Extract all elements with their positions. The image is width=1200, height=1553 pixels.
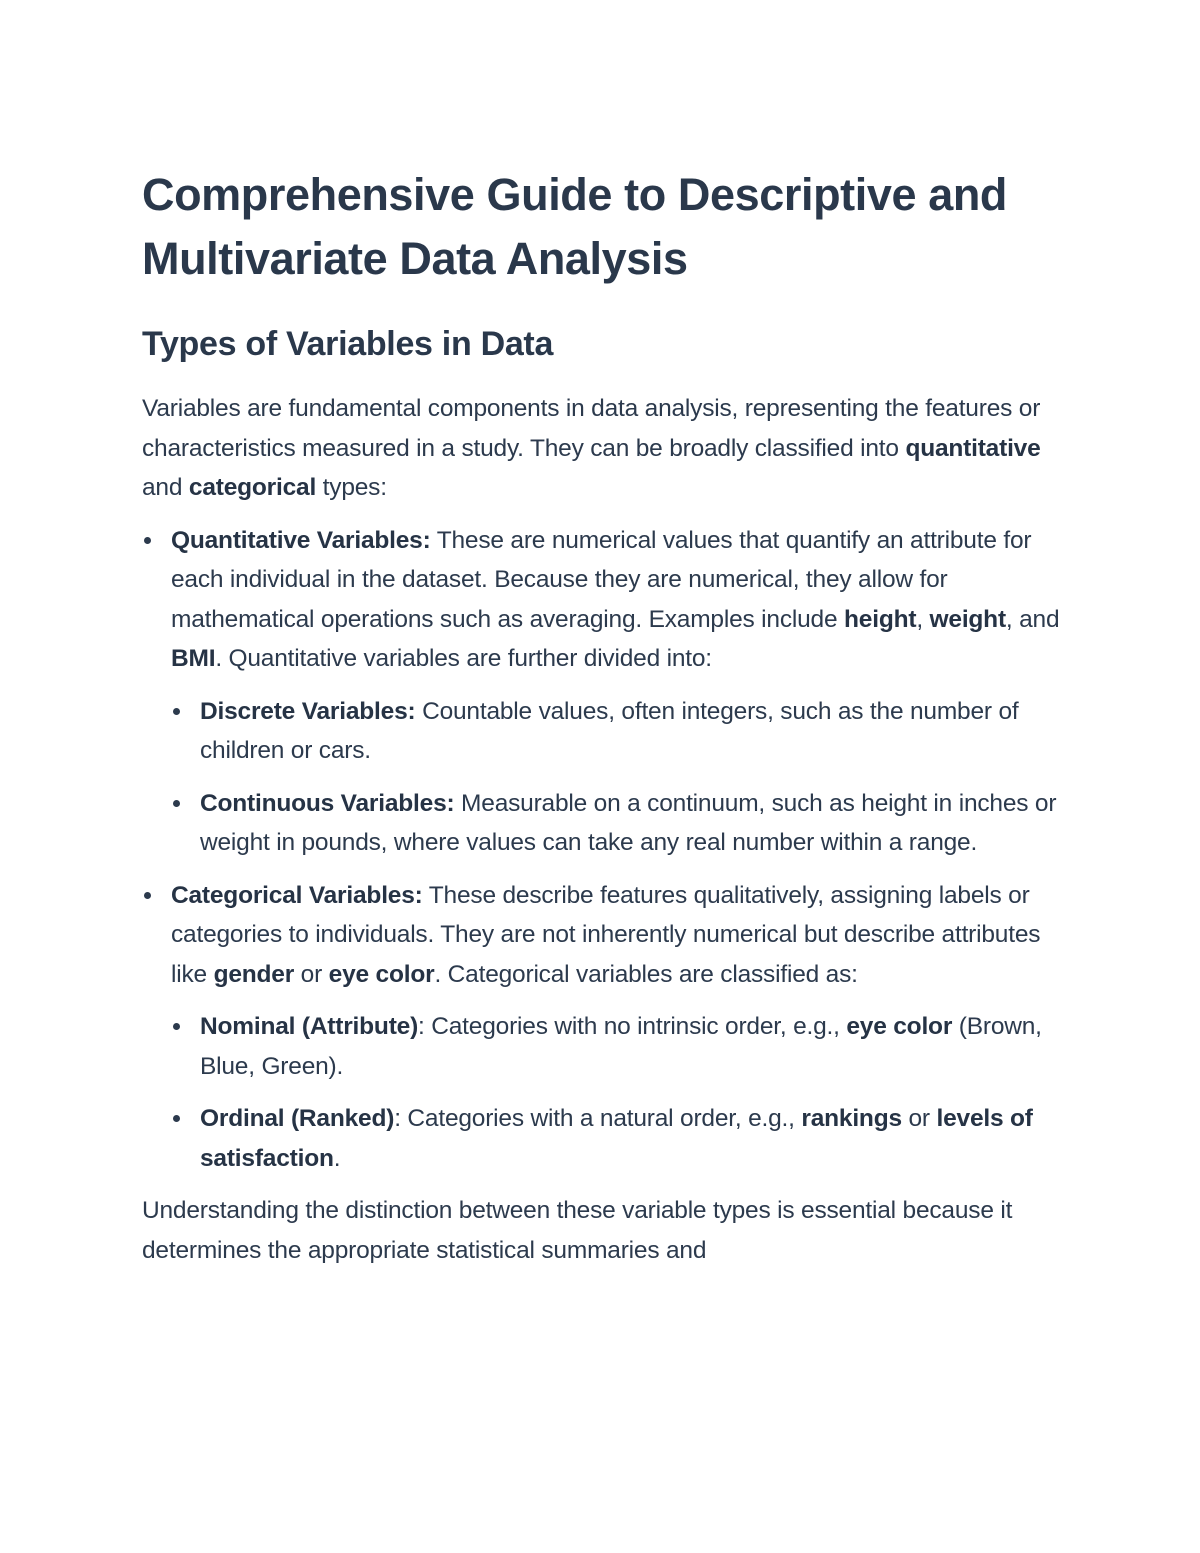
bullet-icon xyxy=(144,537,151,544)
term-levels-of-satisfaction: levels of satisfaction xyxy=(200,1105,1033,1172)
list-item-label: Continuous Variables: xyxy=(200,789,455,817)
list-item-text: These are numerical values that quantify an attribute for each individual in the dataset. Because they are numerical, they allow for mathematical operations such as averaging. Examples include xyxy=(171,526,1032,633)
sublist-item-nominal xyxy=(171,1007,1062,1086)
list-item-text: . Categorical variables are classified as: xyxy=(434,960,858,988)
list-item-text: Countable values, often integers, such as the number of children or cars. xyxy=(200,697,1019,764)
intro-text: Variables are fundamental components in data analysis, representing the features or characteristics measured in a study. They can be broadly classified into xyxy=(142,395,1041,462)
sublist-item-continuous xyxy=(171,784,1062,863)
quantitative-sublist xyxy=(171,692,1062,863)
term-categorical: categorical xyxy=(188,474,317,501)
closing-paragraph: Understanding the distinction between these variable types is essential because it determines the appropriate statistical summaries and xyxy=(142,1197,1013,1264)
list-item-text: , and xyxy=(1005,605,1060,633)
list-item-label: Categorical Variables: xyxy=(171,881,423,909)
list-item-text: , xyxy=(916,605,930,633)
term-gender: gender xyxy=(213,960,295,988)
intro-text: and xyxy=(142,474,189,501)
term-height: height xyxy=(844,605,917,633)
list-item-text: or xyxy=(294,960,329,988)
list-item-quantitative xyxy=(142,521,1062,863)
sublist-item-ordinal xyxy=(171,1099,1062,1178)
term-quantitative: quantitative xyxy=(905,434,1041,462)
bullet-icon xyxy=(144,892,151,899)
sublist-item-discrete xyxy=(171,692,1062,771)
bullet-icon xyxy=(173,800,180,807)
variable-types-list xyxy=(142,521,1062,1179)
list-item-text: . xyxy=(333,1144,341,1172)
term-bmi: BMI xyxy=(171,645,216,672)
bullet-icon xyxy=(173,1023,180,1030)
list-item-text: These describe features qualitatively, assigning labels or categories to individuals. They are not inherently numerical but describe attributes like xyxy=(171,881,1041,988)
list-item-text: or xyxy=(901,1105,937,1132)
page-title: Comprehensive Guide to Descriptive and Multivariate Data Analysis xyxy=(142,169,1008,284)
term-eye-color: eye color xyxy=(846,1013,953,1040)
list-item-label: Nominal (Attribute) xyxy=(200,1013,419,1040)
bullet-icon xyxy=(173,1115,180,1122)
list-item-text: : Categories with a natural order, e.g., xyxy=(394,1105,802,1132)
intro-text: types: xyxy=(316,474,387,501)
list-item-text: : Categories with no intrinsic order, e.g., xyxy=(418,1013,847,1040)
bullet-icon xyxy=(173,708,180,715)
list-item-label: Ordinal (Ranked) xyxy=(200,1105,395,1132)
list-item-label: Discrete Variables: xyxy=(200,697,416,725)
list-item-label: Quantitative Variables: xyxy=(171,526,431,554)
document-content xyxy=(142,163,1062,1270)
term-weight: weight xyxy=(929,605,1006,633)
term-eye-color: eye color xyxy=(328,960,435,988)
section-heading: Types of Variables in Data xyxy=(142,325,554,363)
term-rankings: rankings xyxy=(801,1105,902,1132)
categorical-sublist xyxy=(171,1007,1062,1178)
list-item-text: (Brown, Blue, Green). xyxy=(200,1013,1042,1080)
list-item-text: Measurable on a continuum, such as height in inches or weight in pounds, where values can take any real number within a range. xyxy=(200,789,1057,856)
list-item-text: . Quantitative variables are further divided into: xyxy=(215,645,712,672)
intro-paragraph xyxy=(142,389,1062,508)
list-item-categorical xyxy=(142,876,1062,1179)
